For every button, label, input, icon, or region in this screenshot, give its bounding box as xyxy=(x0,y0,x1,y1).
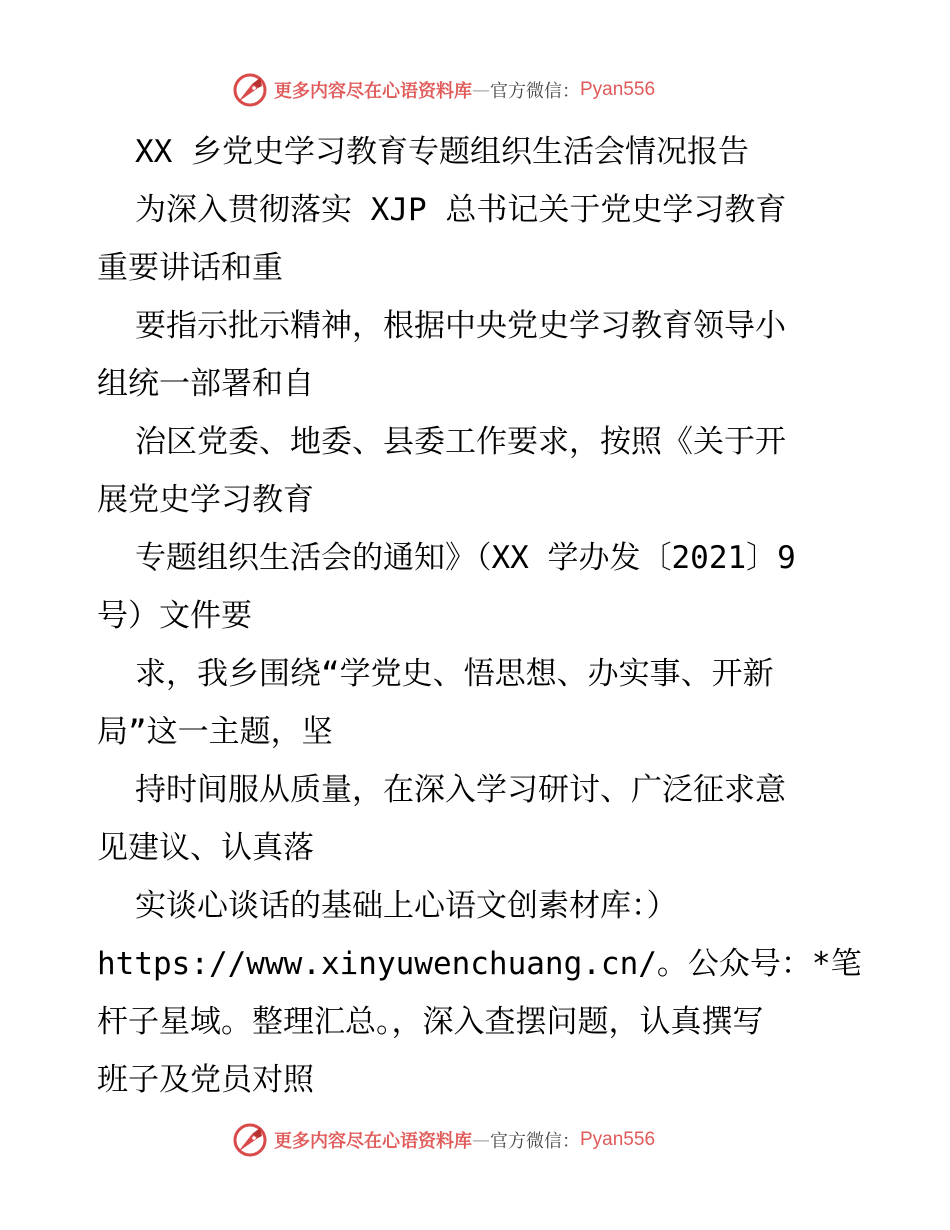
document-line: 为深入贯彻落实 XJP 总书记关于党史学习教育 xyxy=(135,192,787,228)
banner-official-label: 官方微信： xyxy=(490,81,580,102)
banner-dash: — xyxy=(472,79,490,101)
banner-wechat-id: Pyan556 xyxy=(580,1129,656,1150)
document-line: 专题组织生活会的通知》（XX 学办发〔2021〕9 xyxy=(135,540,796,576)
banner-dash: — xyxy=(472,1129,490,1151)
document-body xyxy=(97,123,862,1109)
document-line: 号）文件要 xyxy=(97,598,252,634)
banner-text: 更多内容尽在心语资料库 xyxy=(274,1131,472,1152)
document-line: https://www.xinyuwenchuang.cn/。公众号：*笔 xyxy=(97,946,862,982)
document-title: XX 乡党史学习教育专题组织生活会情况报告 xyxy=(135,134,749,170)
banner-official-label: 官方微信： xyxy=(490,1131,580,1152)
document-line: 重要讲话和重 xyxy=(97,250,283,286)
pen-nib-logo-icon xyxy=(232,1122,268,1158)
pen-nib-logo-icon xyxy=(232,72,268,108)
document-line: 持时间服从质量，在深入学习研讨、广泛征求意 xyxy=(135,772,786,808)
document-line: 求，我乡围绕“学党史、悟思想、办实事、开新 xyxy=(135,656,774,692)
document-line: 局”这一主题，坚 xyxy=(97,714,333,750)
banner-wechat-id: Pyan556 xyxy=(580,79,656,100)
document-line: 治区党委、地委、县委工作要求，按照《关于开 xyxy=(135,424,786,460)
footer-banner xyxy=(232,1120,655,1160)
document-line: 要指示批示精神，根据中央党史学习教育领导小 xyxy=(135,308,786,344)
document-line: 杆子星域。整理汇总。，深入查摆问题，认真撰写 xyxy=(97,1004,764,1040)
banner-text: 更多内容尽在心语资料库 xyxy=(274,81,472,102)
document-line: 见建议、认真落 xyxy=(97,830,314,866)
document-line: 展党史学习教育 xyxy=(97,482,314,518)
document-line: 实谈心谈话的基础上心语文创素材库：） xyxy=(135,888,678,924)
document-line: 班子及党员对照 xyxy=(97,1062,314,1098)
document-line: 组统一部署和自 xyxy=(97,366,314,402)
header-banner xyxy=(232,70,655,110)
